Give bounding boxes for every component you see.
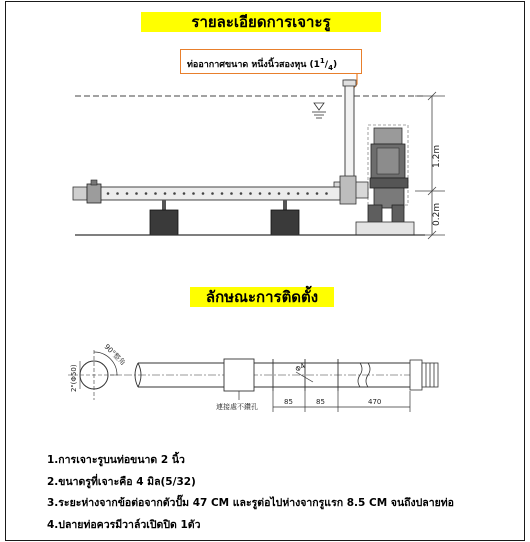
pipe-hole (145, 192, 148, 195)
pipe-hole (221, 192, 224, 195)
pipe-hole (135, 192, 138, 195)
pipe-coupling (224, 359, 254, 391)
pipe-hole (316, 192, 319, 195)
pipe-hole (173, 192, 176, 195)
air-pipe (345, 80, 354, 185)
pipe-hole (325, 192, 328, 195)
pipe-hole (259, 192, 262, 195)
note-item: 3.ระยะห่างจากข้อต่อจากตัวปั๊ม 47 CM และรูต่อไปห่างจากรูแรก 8.5 CM จนถึงปลายท่อ (47, 497, 454, 509)
pipe-hole (278, 192, 281, 195)
spacing-label: 470 (368, 398, 382, 406)
pipe-hole (164, 192, 167, 195)
section-title: ลักษณะการติดตั้ง (190, 287, 334, 307)
notes-list (47, 450, 454, 536)
spacing-label: 85 (316, 398, 325, 406)
pipe-hole (287, 192, 290, 195)
height-total-label: 1.2m (432, 144, 442, 168)
pipe-hole (183, 192, 186, 195)
spacing-label: 85 (284, 398, 293, 406)
pipe-hole (202, 192, 205, 195)
note-item: 4.ปลายท่อควรมีวาล์วเปิดปิด 1ตัว (47, 518, 201, 531)
pipe-hole (297, 192, 300, 195)
callout-text: ท่ออากาศขนาด หนึ่งนิ้วสองหุน (1 (187, 60, 320, 70)
pipe-hole (192, 192, 195, 195)
pipe-hole (126, 192, 129, 195)
pipe-end-fitting (410, 360, 438, 390)
pump-icon (368, 128, 408, 223)
pipe-support-block (271, 210, 299, 235)
pipe-hole (107, 192, 110, 195)
pipe-hole (249, 192, 252, 195)
pipe-hole (230, 192, 233, 195)
no-drill-joint-label: 連接處不鑽孔 (216, 403, 258, 411)
callout-fraction-den: 4 (328, 63, 333, 72)
callout-suffix: ) (332, 60, 338, 70)
pipe-diameter-label: 2"(Φ50) (70, 364, 78, 392)
pipe-long-view (110, 363, 430, 387)
hole-diameter-label: Φ4 (294, 361, 307, 374)
pipe-hole (268, 192, 271, 195)
height-base-label: 0.2m (432, 202, 442, 226)
note-item: 1.การเจาะรูบนท่อขนาด 2 นิ้ว (47, 454, 185, 466)
pump-base (356, 222, 414, 235)
pipe-support-stem (283, 200, 287, 210)
callout-fraction-num: 1 (319, 57, 325, 65)
angle-label: 90°整角 (102, 342, 127, 368)
pipe-hole (116, 192, 119, 195)
pipe-support-stem (162, 200, 166, 210)
pipe-hole (211, 192, 214, 195)
water-level-icon (312, 103, 326, 118)
pipe-hole (306, 192, 309, 195)
note-item: 2.ขนาดรูที่เจาะคือ 4 มิล(5/32) (47, 475, 196, 488)
air-pipe-callout: ท่ออากาศขนาด หนึ่งนิ้วสองหุน $(1^1/_4)$ (180, 49, 362, 74)
pipe-hole (240, 192, 243, 195)
hole-leader (296, 372, 313, 382)
pipe-support-block (150, 210, 178, 235)
pipe-hole (154, 192, 157, 195)
valve-icon (73, 180, 101, 203)
page-title: รายละเอียดการเจาะรู (141, 12, 381, 32)
